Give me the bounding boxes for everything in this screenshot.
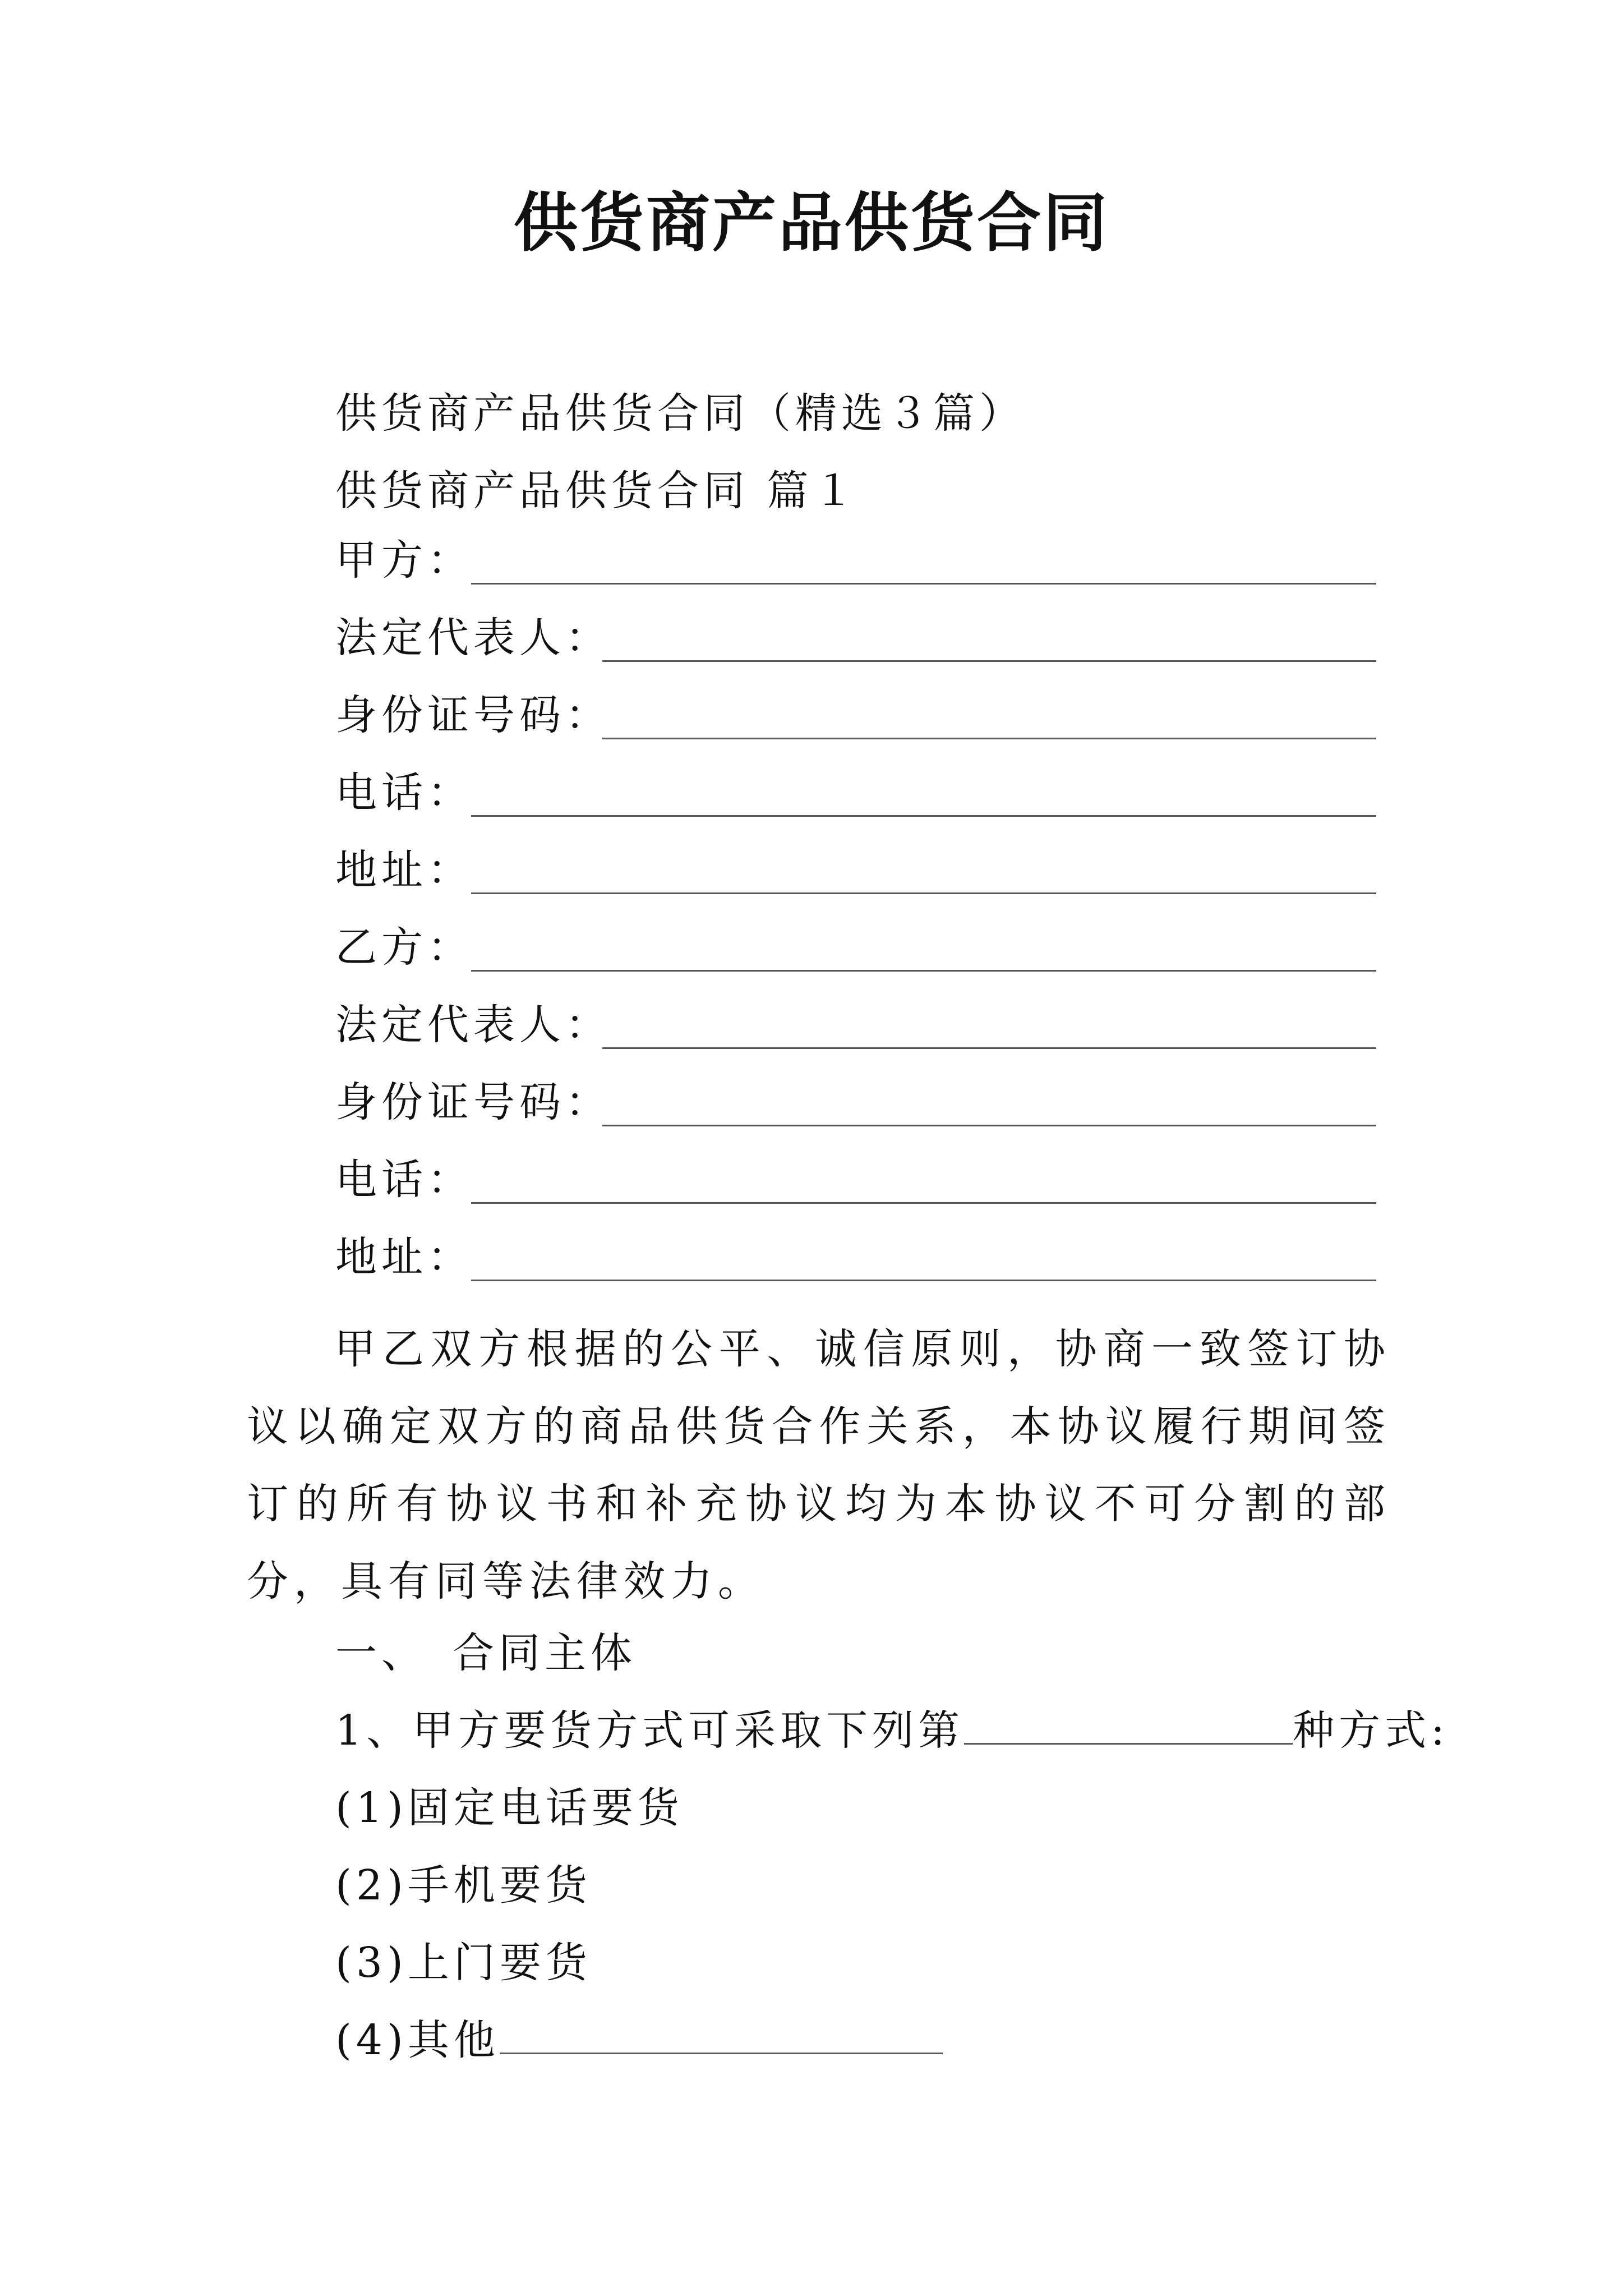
party-b-phone-blank[interactable] (471, 1202, 1376, 1204)
item-1-suffix: 种方式: (1293, 1706, 1450, 1755)
party-a-phone-field (335, 769, 1376, 817)
party-b-rep-field (335, 1001, 1376, 1049)
option-4 (335, 2016, 943, 2064)
party-b-id-label: 身份证号码： (335, 1078, 611, 1126)
party-b-rep-blank[interactable] (602, 1047, 1376, 1049)
document-subtitle: 供货商产品供货合同（精选３篇） (335, 389, 1025, 438)
option-1: (1)固定电话要货 (335, 1784, 684, 1832)
party-a-id-label: 身份证号码： (335, 691, 611, 739)
section-title: 供货商产品供货合同 篇１ (335, 467, 859, 515)
party-b-address-label: 地址： (335, 1233, 473, 1281)
party-a-phone-label: 电话： (335, 769, 473, 817)
party-b-address-blank[interactable] (471, 1280, 1376, 1281)
party-b-id-field (335, 1078, 1376, 1126)
item-1 (335, 1706, 1450, 1755)
party-a-blank[interactable] (471, 583, 1376, 585)
party-b-address-field (335, 1233, 1376, 1281)
item-1-prefix: 1、甲方要货方式可采取下列第 (335, 1706, 965, 1755)
party-b-rep-label: 法定代表人： (335, 1001, 611, 1049)
party-a-field (335, 536, 1376, 585)
item-1-blank[interactable] (964, 1737, 1293, 1745)
party-a-address-blank[interactable] (471, 892, 1376, 894)
document-title: 供货商产品供货合同 (513, 185, 1109, 260)
party-a-id-blank[interactable] (602, 738, 1376, 739)
party-b-phone-label: 电话： (335, 1156, 473, 1204)
party-a-rep-blank[interactable] (602, 660, 1376, 662)
option-4-label: (4)其他 (335, 2016, 500, 2064)
party-a-phone-blank[interactable] (471, 815, 1376, 817)
party-b-label: 乙方： (335, 923, 473, 972)
party-b-blank[interactable] (471, 970, 1376, 972)
option-2: (2)手机要货 (335, 1861, 592, 1910)
party-b-phone-field (335, 1156, 1376, 1204)
option-4-blank[interactable] (500, 2047, 943, 2054)
party-a-rep-label: 法定代表人： (335, 614, 611, 662)
intro-paragraph: 甲乙双方根据的公平、诚信原则，协商一致签订协议以确定双方的商品供货合作关系，本协议履行期间签订的所有协议书和补充协议均为本协议不可分割的部分，具有同等法律效力。 (247, 1325, 1391, 1605)
party-a-rep-field (335, 614, 1376, 662)
party-b-field (335, 923, 1376, 972)
option-3: (3)上门要货 (335, 1939, 592, 1987)
heading-contract-subject: 一、 合同主体 (335, 1629, 637, 1677)
party-b-id-blank[interactable] (602, 1125, 1376, 1126)
party-a-address-field (335, 846, 1376, 894)
party-a-address-label: 地址： (335, 846, 473, 894)
party-a-id-field (335, 691, 1376, 739)
party-a-label: 甲方： (335, 536, 473, 585)
